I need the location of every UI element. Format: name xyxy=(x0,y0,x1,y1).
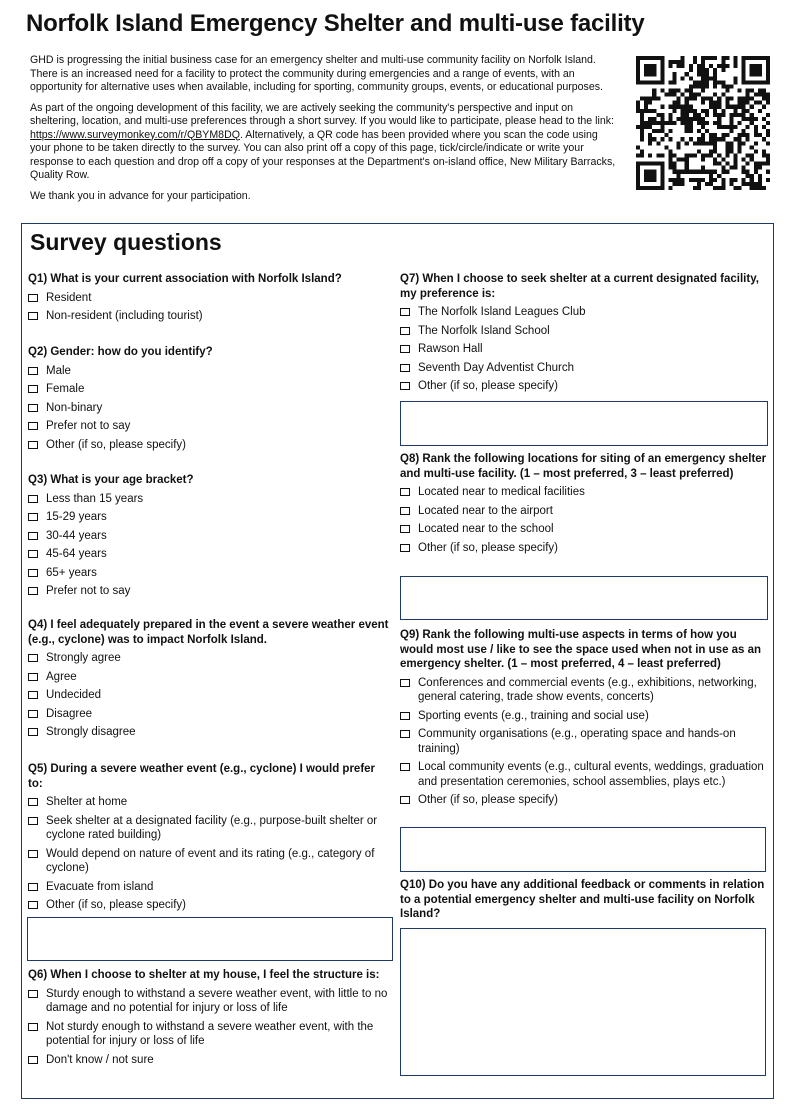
intro-paragraph-1: GHD is progressing the initial business case for an emergency shelter and multi-use community facility on Norfolk Island. There is an increased need for a facility to protect the community during emergencies and a range of events, with an opportunity for alternative uses when available, including for sporting, community groups, events, or educational purposes. xyxy=(30,54,603,93)
q8-option[interactable] xyxy=(400,541,772,556)
q2-option-label: Female xyxy=(46,383,85,395)
checkbox-icon[interactable] xyxy=(400,796,410,804)
checkbox-icon[interactable] xyxy=(28,441,38,449)
checkbox-icon[interactable] xyxy=(400,327,410,335)
intro-paragraph-2-start: As part of the ongoing development of this facility, we are actively seeking the community's perspective and input on sheltering, location, and multi-use preferences through a short survey. If you would like to participate, please head to the link: xyxy=(30,101,614,127)
q8-block xyxy=(400,452,772,559)
q8-option-label: Located near to the airport xyxy=(418,504,553,517)
checkbox-icon[interactable] xyxy=(400,488,410,496)
q3-option[interactable] xyxy=(28,584,392,599)
q5-option-label: Would depend on nature of event and its rating (e.g., category of cyclone) xyxy=(46,847,375,874)
q3-option-label: Less than 15 years xyxy=(46,492,144,505)
checkbox-icon[interactable] xyxy=(400,525,410,533)
q7-option-label: The Norfolk Island Leagues Club xyxy=(418,306,586,318)
intro-text xyxy=(30,54,620,210)
checkbox-icon[interactable] xyxy=(400,679,410,687)
q4-block xyxy=(28,618,392,744)
q4-option[interactable] xyxy=(28,670,392,685)
q4-option[interactable] xyxy=(28,651,392,666)
intro-paragraph-2-end: . Alternatively, a QR code has been provided where you scan the code using your phone to be taken directly to the survey. You can also print off a copy of this page, tick/circle/indicate or write your response to each question and drop off a copy of your responses at the Department's on-island office, New Military Barracks, Quality Row. xyxy=(30,128,616,181)
q7-option[interactable] xyxy=(400,379,772,394)
q6-option-label: Sturdy enough to withstand a severe weather event, with little to no damage and no potential for injury or loss of life xyxy=(46,987,388,1014)
checkbox-icon[interactable] xyxy=(400,308,410,316)
q5-option[interactable] xyxy=(28,847,392,876)
q2-option-label: Other (if so, please specify) xyxy=(46,438,186,451)
survey-heading: Survey questions xyxy=(30,229,222,255)
q5-option[interactable] xyxy=(28,814,392,843)
q8-option[interactable] xyxy=(400,522,772,537)
intro-paragraph-3: We thank you in advance for your participation. xyxy=(30,189,251,202)
checkbox-icon[interactable] xyxy=(28,691,38,699)
qr-code-icon[interactable] xyxy=(636,56,770,190)
q3-question: Q3) What is your age bracket? xyxy=(28,474,194,486)
checkbox-icon[interactable] xyxy=(28,294,38,302)
q1-option-label: Non-resident (including tourist) xyxy=(46,310,203,322)
q8-option[interactable] xyxy=(400,485,772,500)
q5-option-label: Seek shelter at a designated facility (e.g., purpose-built shelter or cyclone rated building) xyxy=(46,814,378,841)
q9-question: Q9) Rank the following multi-use aspects in terms of how you would most use / like to see the space used when not in use as an emergency shelter. (1 – most preferred, 4 – least preferred) xyxy=(400,629,762,670)
q10-question: Q10) Do you have any additional feedback or comments in relation to a potential emergency shelter and multi-use facility on Norfolk Island? xyxy=(400,879,765,920)
q6-option-label: Don't know / not sure xyxy=(46,1053,154,1066)
checkbox-icon[interactable] xyxy=(400,345,410,353)
q9-block xyxy=(400,628,772,812)
checkbox-icon[interactable] xyxy=(28,850,38,858)
page-title: Norfolk Island Emergency Shelter and multi-use facility xyxy=(26,10,645,37)
q3-option-label: Prefer not to say xyxy=(46,585,131,597)
checkbox-icon[interactable] xyxy=(28,883,38,891)
q7-option-label: Seventh Day Adventist Church xyxy=(418,361,574,374)
q3-option-label: 65+ years xyxy=(46,566,97,579)
q5-option-label: Shelter at home xyxy=(46,796,128,808)
q10-block xyxy=(400,878,772,926)
q1-block xyxy=(28,272,392,328)
q2-option-label: Non-binary xyxy=(46,401,103,414)
q1-question: Q1) What is your current association with Norfolk Island? xyxy=(28,273,342,285)
q3-option-label: 45-64 years xyxy=(46,548,107,560)
q8-question: Q8) Rank the following locations for siting of an emergency shelter and multi-use facility. (1 – most preferred, 3 – least preferred) xyxy=(400,453,767,480)
checkbox-icon[interactable] xyxy=(28,550,38,558)
q7-block xyxy=(400,272,772,398)
q5-option-label: Evacuate from island xyxy=(46,880,154,893)
q2-option-label: Prefer not to say xyxy=(46,420,131,432)
q6-option[interactable] xyxy=(28,1053,392,1068)
q8-option[interactable] xyxy=(400,504,772,519)
q3-option[interactable] xyxy=(28,492,392,507)
checkbox-icon[interactable] xyxy=(28,495,38,503)
checkbox-icon[interactable] xyxy=(400,364,410,372)
intro-paragraph-2 xyxy=(30,102,620,183)
q7-option[interactable] xyxy=(400,324,772,339)
q3-option[interactable] xyxy=(28,547,392,562)
q3-option-label: 30-44 years xyxy=(46,529,107,542)
checkbox-icon[interactable] xyxy=(28,1056,38,1064)
q3-block xyxy=(28,473,392,603)
q7-answer-field[interactable] xyxy=(400,401,768,446)
q9-option-label: Local community events (e.g., cultural events, weddings, graduation and presentation ceremonies, school assemblies, plays etc.) xyxy=(418,761,764,788)
q4-option[interactable] xyxy=(28,688,392,703)
q7-option[interactable] xyxy=(400,305,772,320)
checkbox-icon[interactable] xyxy=(400,544,410,552)
checkbox-icon[interactable] xyxy=(400,507,410,515)
q3-option-label: 15-29 years xyxy=(46,511,107,523)
checkbox-icon[interactable] xyxy=(28,817,38,825)
q2-option[interactable] xyxy=(28,382,392,397)
q9-option-label: Sporting events (e.g., training and social use) xyxy=(418,709,649,722)
checkbox-icon[interactable] xyxy=(28,587,38,595)
q7-option[interactable] xyxy=(400,342,772,357)
q6-question: Q6) When I choose to shelter at my house, I feel the structure is: xyxy=(28,969,380,981)
q5-option[interactable] xyxy=(28,795,392,810)
checkbox-icon[interactable] xyxy=(28,728,38,736)
q6-option-label: Not sturdy enough to withstand a severe weather event, with the potential for injury or loss of life xyxy=(46,1020,374,1047)
checkbox-icon[interactable] xyxy=(400,382,410,390)
q7-option-label: Rawson Hall xyxy=(418,343,483,355)
q5-option[interactable] xyxy=(28,880,392,895)
q2-option-label: Male xyxy=(46,364,71,377)
q2-option[interactable] xyxy=(28,438,392,453)
q3-option[interactable] xyxy=(28,529,392,544)
q9-option-label: Community organisations (e.g., operating space and hands-on training) xyxy=(418,728,736,755)
checkbox-icon[interactable] xyxy=(28,422,38,430)
q1-option[interactable] xyxy=(28,309,392,324)
survey-link[interactable]: https://www.surveymonkey.com/r/QBYM8DQ xyxy=(30,128,240,141)
q4-option-label: Strongly agree xyxy=(46,652,121,664)
q7-option-label: The Norfolk Island School xyxy=(418,324,550,337)
checkbox-icon[interactable] xyxy=(28,312,38,320)
q10-answer-field[interactable] xyxy=(400,928,766,1076)
q4-option[interactable] xyxy=(28,707,392,722)
q4-option-label: Disagree xyxy=(46,707,93,720)
q8-option-label: Other (if so, please specify) xyxy=(418,541,558,554)
checkbox-icon[interactable] xyxy=(28,901,38,909)
q5-block xyxy=(28,762,392,917)
checkbox-icon[interactable] xyxy=(28,673,38,681)
q9-option[interactable] xyxy=(400,760,772,789)
q1-option[interactable] xyxy=(28,291,392,306)
q4-option-label: Undecided xyxy=(46,689,101,701)
checkbox-icon[interactable] xyxy=(28,385,38,393)
q5-question: Q5) During a severe weather event (e.g., cyclone) I would prefer to: xyxy=(28,763,376,790)
q9-option-label: Other (if so, please specify) xyxy=(418,794,558,806)
checkbox-icon[interactable] xyxy=(400,730,410,738)
q7-option-label: Other (if so, please specify) xyxy=(418,380,558,392)
q5-answer-field[interactable] xyxy=(27,917,393,961)
q6-option[interactable] xyxy=(28,1020,392,1049)
q3-option[interactable] xyxy=(28,566,392,581)
checkbox-icon[interactable] xyxy=(400,763,410,771)
checkbox-icon[interactable] xyxy=(28,990,38,998)
checkbox-icon[interactable] xyxy=(28,513,38,521)
q8-answer-field[interactable] xyxy=(400,576,768,620)
q4-option[interactable] xyxy=(28,725,392,740)
checkbox-icon[interactable] xyxy=(28,367,38,375)
q5-option[interactable] xyxy=(28,898,392,913)
q2-option[interactable] xyxy=(28,401,392,416)
q9-option-label: Conferences and commercial events (e.g., exhibitions, networking, general catering, trade show events, concerts) xyxy=(418,676,757,703)
q5-option-label: Other (if so, please specify) xyxy=(46,899,186,911)
checkbox-icon[interactable] xyxy=(28,569,38,577)
q7-option[interactable] xyxy=(400,361,772,376)
q2-block xyxy=(28,345,392,456)
q8-option-label: Located near to medical facilities xyxy=(418,486,585,498)
q7-question: Q7) When I choose to seek shelter at a current designated facility, my preference is: xyxy=(400,273,759,300)
q8-option-label: Located near to the school xyxy=(418,523,554,535)
checkbox-icon[interactable] xyxy=(28,654,38,662)
checkbox-icon[interactable] xyxy=(400,712,410,720)
q4-option-label: Strongly disagree xyxy=(46,726,136,738)
q9-option[interactable] xyxy=(400,727,772,756)
checkbox-icon[interactable] xyxy=(28,1023,38,1031)
q4-option-label: Agree xyxy=(46,670,77,683)
q6-option[interactable] xyxy=(28,987,392,1016)
q4-question: Q4) I feel adequately prepared in the event a severe weather event (e.g., cyclone) was to impact Norfolk Island. xyxy=(28,619,389,646)
checkbox-icon[interactable] xyxy=(28,532,38,540)
q9-answer-field[interactable] xyxy=(400,827,766,872)
q1-option-label: Resident xyxy=(46,291,92,304)
checkbox-icon[interactable] xyxy=(28,798,38,806)
q9-option[interactable] xyxy=(400,793,772,808)
checkbox-icon[interactable] xyxy=(28,404,38,412)
q9-option[interactable] xyxy=(400,709,772,724)
q9-option[interactable] xyxy=(400,676,772,705)
q2-question: Q2) Gender: how do you identify? xyxy=(28,346,213,358)
q3-option[interactable] xyxy=(28,510,392,525)
q2-option[interactable] xyxy=(28,364,392,379)
checkbox-icon[interactable] xyxy=(28,710,38,718)
q6-block xyxy=(28,968,392,1071)
q2-option[interactable] xyxy=(28,419,392,434)
